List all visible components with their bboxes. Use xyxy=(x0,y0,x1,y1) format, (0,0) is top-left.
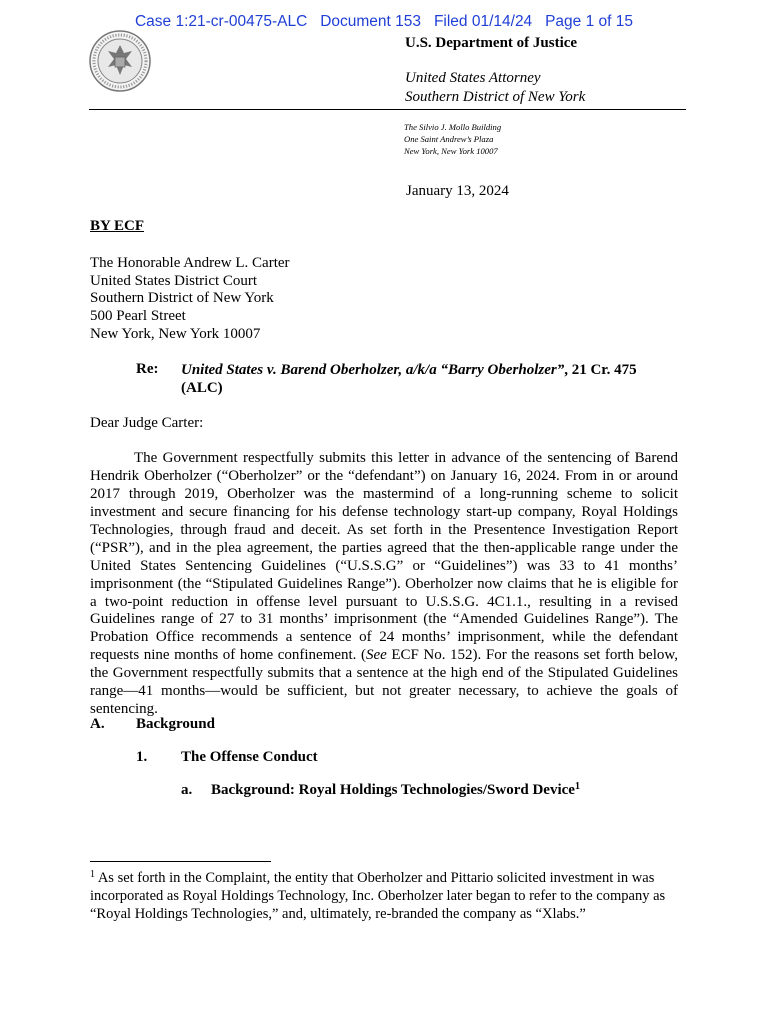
heading-royal-holdings xyxy=(211,782,580,799)
intro-paragraph xyxy=(90,450,678,719)
salutation: Dear Judge Carter: xyxy=(90,415,204,431)
heading-background: Background xyxy=(136,716,215,732)
recipient-line: New York, New York 10007 xyxy=(90,326,261,342)
re-line xyxy=(181,361,661,397)
recipient-line: The Honorable Andrew L. Carter xyxy=(90,255,290,271)
heading-sub-a-number: a. xyxy=(181,782,193,798)
doj-seal-icon xyxy=(88,29,152,93)
recipient-line: 500 Pearl Street xyxy=(90,308,186,324)
office-name: United States Attorney xyxy=(405,70,541,86)
re-label: Re: xyxy=(136,361,159,377)
footnote-text: As set forth in the Complaint, the entity that Oberholzer and Pittario solicited investment in was incorporated as Royal Holdings Technology, Inc. Oberholzer later began to refer to the company as “Royal Holdings Technologies,” and, ultimately, re-branded the company as “Xlabs.” xyxy=(90,870,666,922)
letterhead-divider xyxy=(89,109,686,110)
citation-signal: See xyxy=(365,647,387,664)
ecf-header-stamp: Case 1:21-cr-00475-ALC Document 153 Filed 01/14/24 Page 1 of 15 xyxy=(134,13,634,30)
case-number: , 21 Cr. 475 (ALC) xyxy=(181,362,637,396)
office-district: Southern District of New York xyxy=(405,89,586,105)
heading-sub-a-text: Background: Royal Holdings Technologies/Sword Device xyxy=(211,782,575,798)
footnote xyxy=(90,869,678,923)
heading-1-number: 1. xyxy=(136,749,148,765)
office-address-line: The Silvio J. Mollo Building xyxy=(404,122,502,132)
office-address-line: New York, New York 10007 xyxy=(404,146,498,156)
footnote-reference[interactable]: 1 xyxy=(574,781,580,792)
department-name: U.S. Department of Justice xyxy=(405,35,578,51)
case-caption: United States v. Barend Oberholzer, a/k/a “Barry Oberholzer” xyxy=(181,362,565,378)
delivery-method: BY ECF xyxy=(90,218,145,234)
heading-offense-conduct: The Offense Conduct xyxy=(181,749,318,765)
office-address-line: One Saint Andrew’s Plaza xyxy=(404,134,494,144)
recipient-line: Southern District of New York xyxy=(90,290,274,306)
paragraph-text: The Government respectfully submits this letter in advance of the sentencing of Barend Hendrik Oberholzer (“Oberholzer” or the “defendant”) on January 16, 2024. From in or around 2017 through 2019, Oberholzer was the mastermind of a long-running scheme to solicit investment and secure financing for his defense technology start-up company, Royal Holdings Technologies, through fraud and deceit. As set forth in the Presentence Investigation Report (“PSR”), and in the plea agreement, the parties agreed that the then-applicable range under the United States Sentencing Guidelines (“U.S.S.G” or “Guidelines”) was 33 to 41 months’ imprisonment (the “Stipulated Guidelines Range”). Oberholzer now claims that he is eligible for a two-point reduction in offense level pursuant to U.S.S.G. 4C1.1., resulting in a revised Guidelines range of 27 to 31 months’ imprisonment (the “Amended Guidelines Range”). The Probation Office recommends a sentence of 24 months’ imprisonment, while the defendant requests nine months of home confinement. ( xyxy=(90,450,678,664)
recipient-line: United States District Court xyxy=(90,273,258,289)
paragraph-text: ECF No. 152). For the reasons set forth below, the Government respectfully submits that a sentence at the high end of the Stipulated Guidelines range—41 months—would be sufficient, but not greater necessary, to achieve the goals of sentencing. xyxy=(90,647,678,718)
footnote-mark: 1 xyxy=(90,869,95,880)
letter-date: January 13, 2024 xyxy=(406,183,509,199)
heading-a-number: A. xyxy=(90,716,105,732)
footnote-divider xyxy=(90,861,271,862)
